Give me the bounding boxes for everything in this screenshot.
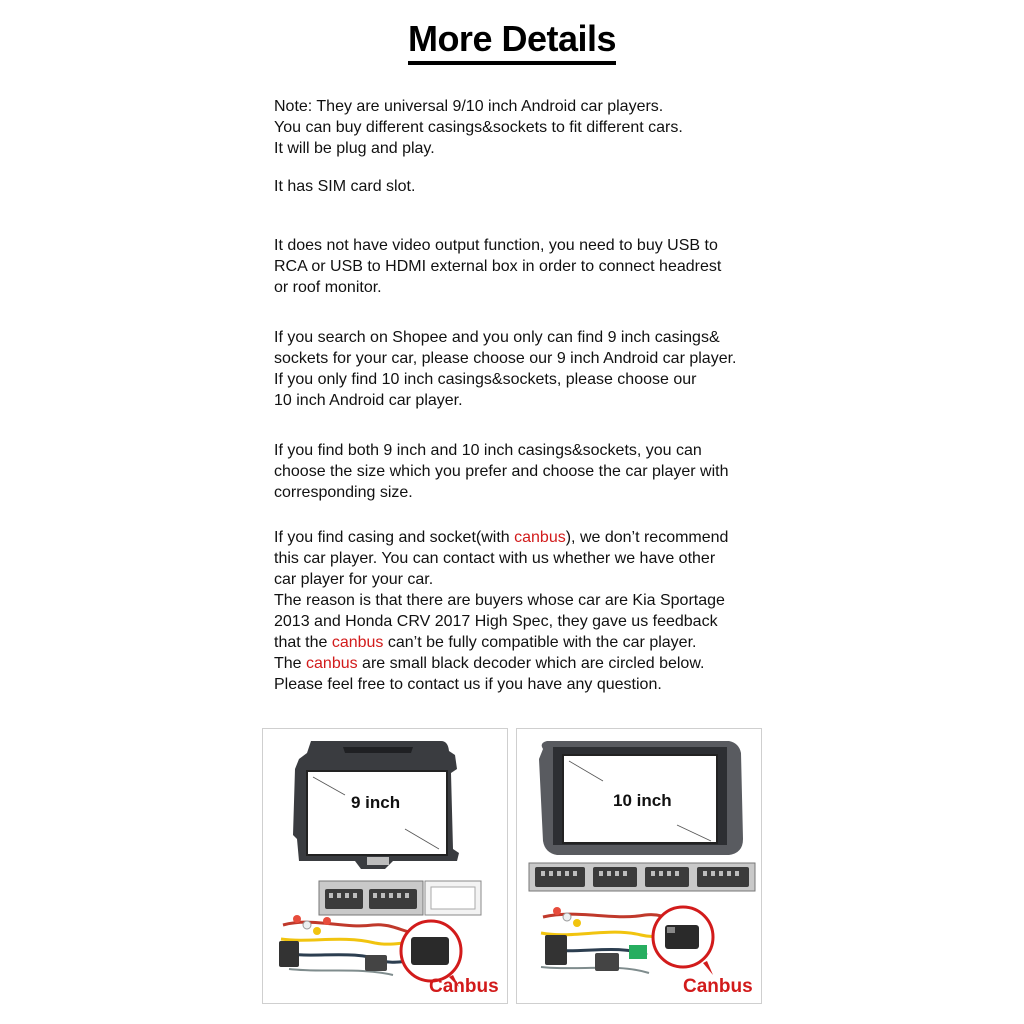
canbus-highlight-2: canbus: [331, 634, 384, 651]
page-title-wrap: [0, 18, 1024, 65]
paragraph-both-sizes: If you find both 9 inch and 10 inch casings&sockets, you can choose the size which you prefer and choose the car player with corresponding size.: [274, 442, 729, 501]
canbus-text-4: are small black decoder which are circled below. Please feel free to contact us if you have any question.: [274, 655, 705, 693]
description-text: [274, 96, 794, 695]
size-label-10-inch: 10 inch: [613, 791, 672, 810]
canbus-highlight-1: canbus: [514, 529, 566, 546]
paragraph-canbus: [274, 527, 794, 695]
canbus-text-3: can’t be fully compatible with the car player. The: [274, 634, 697, 672]
product-image-9-inch: [262, 728, 508, 1004]
canbus-text-2: ), we don’t recommend this car player. You can contact with us whether we have other car player for your car. The reason is that there are buyers whose car are Kia Sportage 2013 and Honda CRV 2017 High Spec, they gave us feedback that the: [274, 529, 729, 651]
paragraph-video-output: It does not have video output function, you need to buy USB to RCA or USB to HDMI external box in order to connect headrest or roof monitor.: [274, 237, 722, 296]
paragraph-sim: It has SIM card slot.: [274, 178, 416, 195]
canbus-highlight-3: canbus: [306, 655, 358, 672]
canbus-label-right: Canbus: [683, 976, 753, 997]
canbus-label-left: Canbus: [429, 976, 499, 997]
casing-10-inch-illustration: [517, 729, 761, 1003]
size-label-9-inch: 9 inch: [351, 793, 401, 812]
paragraph-size-choice: If you search on Shopee and you only can find 9 inch casings& sockets for your car, please choose our 9 inch Android car player. If you only find 10 inch casings&sockets, please choose our 10 inch Android car player.: [274, 329, 737, 409]
product-image-10-inch: [516, 728, 762, 1004]
casing-9-inch-illustration: [263, 729, 507, 1003]
page-title: More Details: [408, 18, 616, 65]
canbus-text-1: If you find casing and socket(with: [274, 529, 515, 546]
paragraph-note: Note: They are universal 9/10 inch Android car players. You can buy different casings&sockets to fit different cars. It will be plug and play.: [274, 98, 683, 157]
